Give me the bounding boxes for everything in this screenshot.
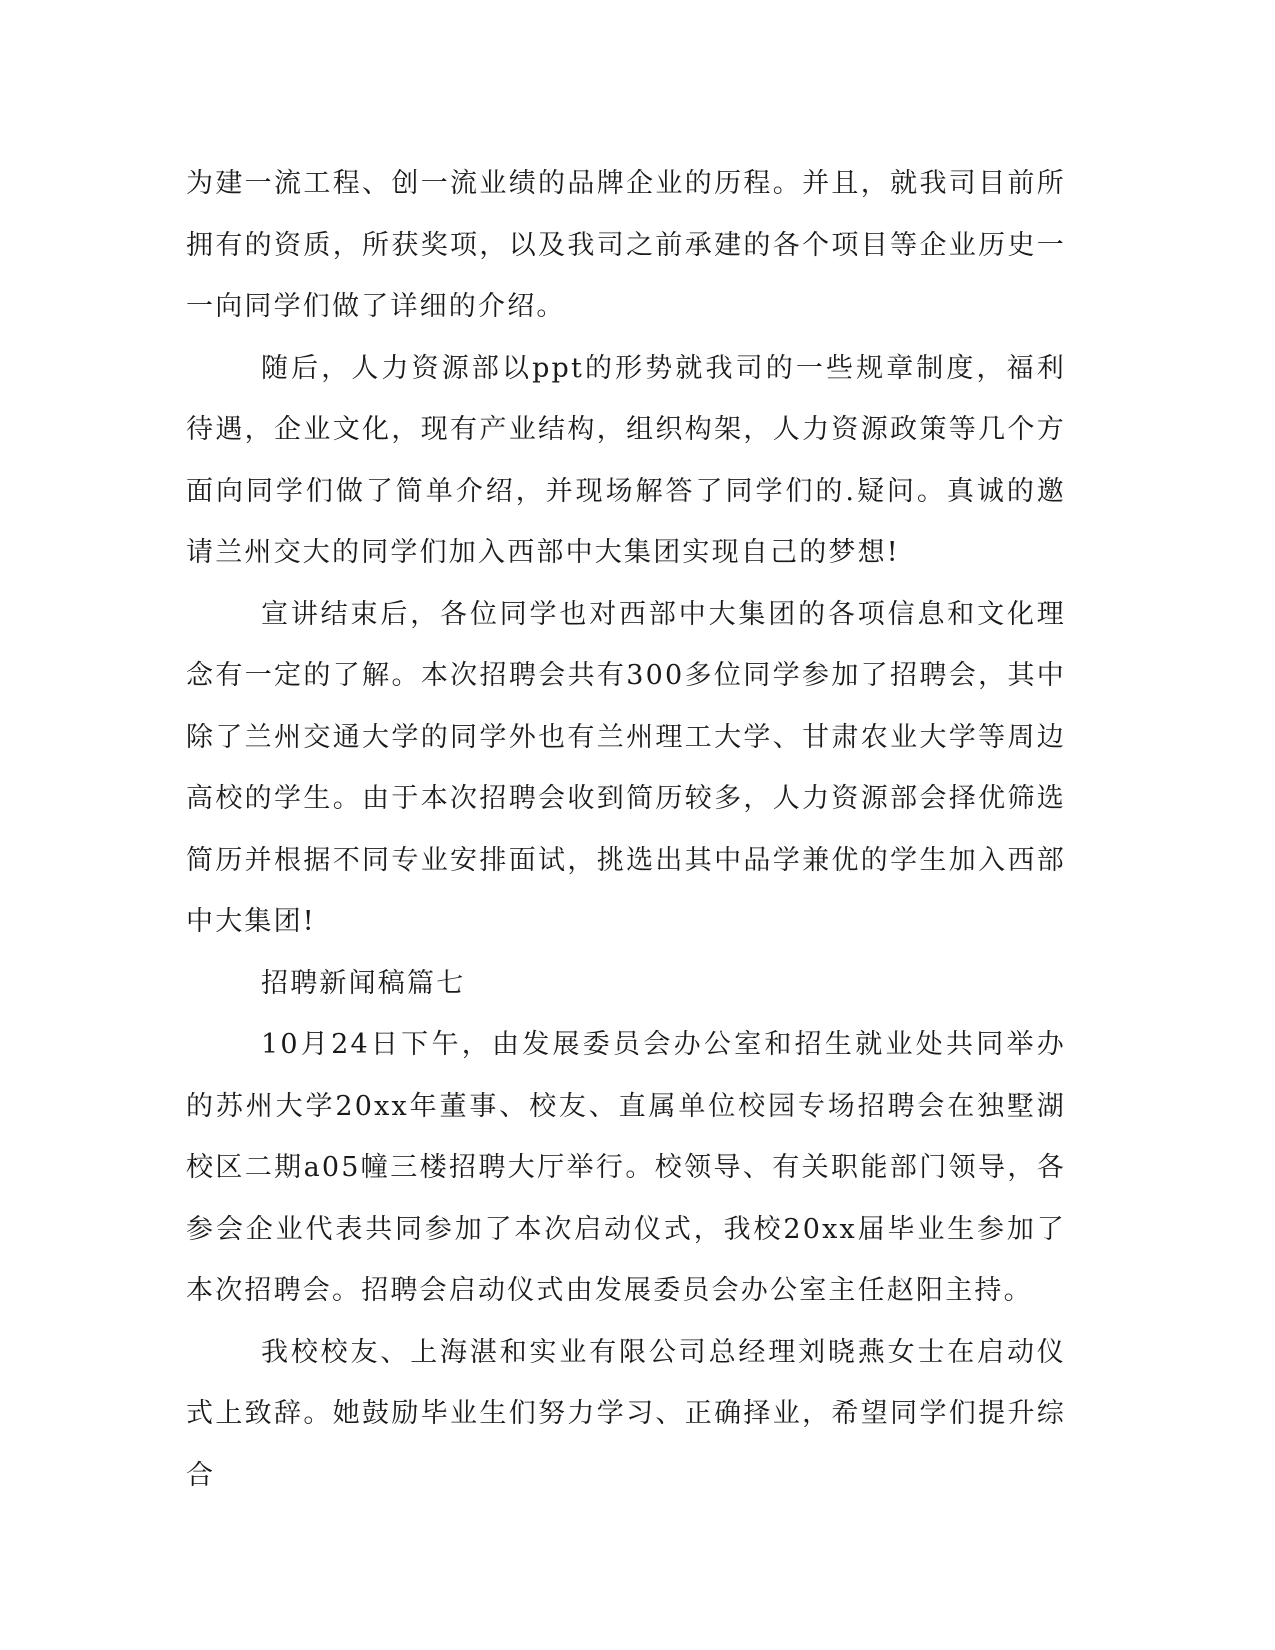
document-page	[186, 153, 1066, 1506]
paragraph-1: 为建一流工程、创一流业绩的品牌企业的历程。并且，就我司目前所拥有的资质，所获奖项，以及我司之前承建的各个项目等企业历史一一向同学们做了详细的介绍。	[186, 168, 1066, 322]
paragraph-4: 10月24日下午，由发展委员会办公室和招生就业处共同举办的苏州大学20xx年董事、校友、直属单位校园专场招聘会在独墅湖校区二期a05幢三楼招聘大厅举行。校领导、有关职能部门领导，各参会企业代表共同参加了本次启动仪式，我校20xx届毕业生参加了本次招聘会。招聘会启动仪式由发展委员会办公室主任赵阳主持。	[186, 1029, 1066, 1306]
paragraph-2: 随后，人力资源部以ppt的形势就我司的一些规章制度，福利待遇，企业文化，现有产业结构，组织构架，人力资源政策等几个方面向同学们做了简单介绍，并现场解答了同学们的.疑问。真诚的邀请兰州交大的同学们加入西部中大集团实现自己的梦想!	[186, 352, 1066, 568]
section-heading: 招聘新闻稿篇七	[261, 967, 466, 999]
paragraph-3: 宣讲结束后，各位同学也对西部中大集团的各项信息和文化理念有一定的了解。本次招聘会共有300多位同学参加了招聘会，其中除了兰州交通大学的同学外也有兰州理工大学、甘肃农业大学等周边高校的学生。由于本次招聘会收到简历较多，人力资源部会择优筛选简历并根据不同专业安排面试，挑选出其中品学兼优的学生加入西部中大集团!	[186, 598, 1066, 937]
paragraph-5: 我校校友、上海湛和实业有限公司总经理刘晓燕女士在启动仪式上致辞。她鼓励毕业生们努力学习、正确择业，希望同学们提升综合	[186, 1336, 1066, 1491]
